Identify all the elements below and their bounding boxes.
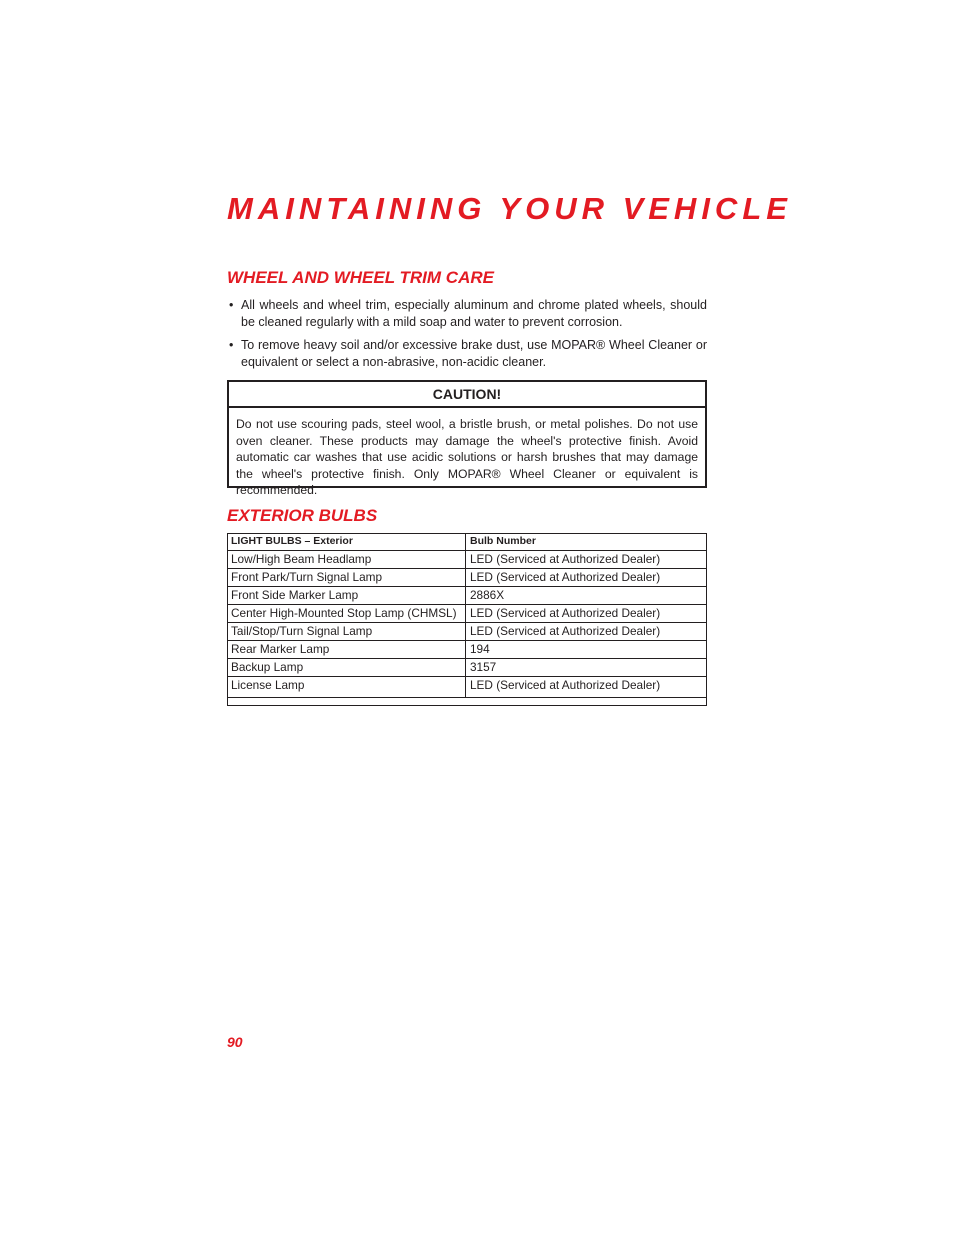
caution-title: CAUTION! bbox=[229, 382, 705, 408]
bulb-location: Low/High Beam Headlamp bbox=[227, 551, 466, 569]
bulb-number: LED (Serviced at Authorized Dealer) bbox=[466, 605, 707, 623]
table-header-row bbox=[227, 533, 706, 551]
bulb-location: Front Side Marker Lamp bbox=[227, 587, 466, 605]
table-row bbox=[227, 677, 706, 698]
list-item bbox=[227, 337, 707, 371]
page-header: MAINTAINING YOUR VEHICLE bbox=[227, 191, 792, 226]
bulb-number: 3157 bbox=[466, 659, 707, 677]
bulb-number: LED (Serviced at Authorized Dealer) bbox=[466, 569, 707, 587]
column-header-bulb-number: Bulb Number bbox=[466, 533, 707, 551]
caution-box bbox=[227, 380, 707, 497]
bulb-number: 2886X bbox=[466, 587, 707, 605]
bulb-location: Tail/Stop/Turn Signal Lamp bbox=[227, 623, 466, 641]
list-item bbox=[227, 297, 707, 331]
bulb-number: LED (Serviced at Authorized Dealer) bbox=[466, 623, 707, 641]
table-row bbox=[227, 641, 706, 659]
bulb-number: LED (Serviced at Authorized Dealer) bbox=[466, 551, 707, 569]
bulb-location: Center High-Mounted Stop Lamp (CHMSL) bbox=[227, 605, 466, 623]
caution-text: Do not use scouring pads, steel wool, a bristle brush, or metal polishes. Do not use oven cleaner. These products may damage the wheel's protective finish. Avoid automatic car washes that use acidic solutions or harsh brushes that may damage the wheel's protective finish. Only MOPAR® Wheel Cleaner or equivalent is recommended. bbox=[236, 417, 698, 497]
bulb-number: 194 bbox=[466, 641, 707, 659]
bulb-location: Front Park/Turn Signal Lamp bbox=[227, 569, 466, 587]
bullet-text: To remove heavy soil and/or excessive brake dust, use MOPAR® Wheel Cleaner or equivalent or select a non-abrasive, non-acidic cleaner. bbox=[241, 338, 707, 369]
bulb-number: LED (Serviced at Authorized Dealer) bbox=[466, 677, 707, 698]
column-header-light-bulbs: LIGHT BULBS – Exterior bbox=[227, 533, 466, 551]
bulb-location: Backup Lamp bbox=[227, 659, 466, 677]
table-row bbox=[227, 551, 706, 569]
table-row bbox=[227, 587, 706, 605]
table-row bbox=[227, 659, 706, 677]
bulb-location: Rear Marker Lamp bbox=[227, 641, 466, 659]
bulbs-section-title: EXTERIOR BULBS bbox=[227, 506, 378, 525]
bulb-table bbox=[227, 533, 706, 698]
bullet-icon: • bbox=[229, 338, 234, 352]
wheel-care-bullets bbox=[227, 297, 707, 377]
bullet-icon: • bbox=[229, 298, 234, 312]
bulb-location: License Lamp bbox=[227, 677, 466, 698]
page-number: 90 bbox=[227, 1034, 243, 1050]
table-row bbox=[227, 605, 706, 623]
table-row bbox=[227, 623, 706, 641]
bullet-text: All wheels and wheel trim, especially aluminum and chrome plated wheels, should be cleaned regularly with a mild soap and water to prevent corrosion. bbox=[241, 298, 707, 329]
table-row bbox=[227, 569, 706, 587]
wheel-section-title: WHEEL AND WHEEL TRIM CARE bbox=[227, 268, 494, 287]
